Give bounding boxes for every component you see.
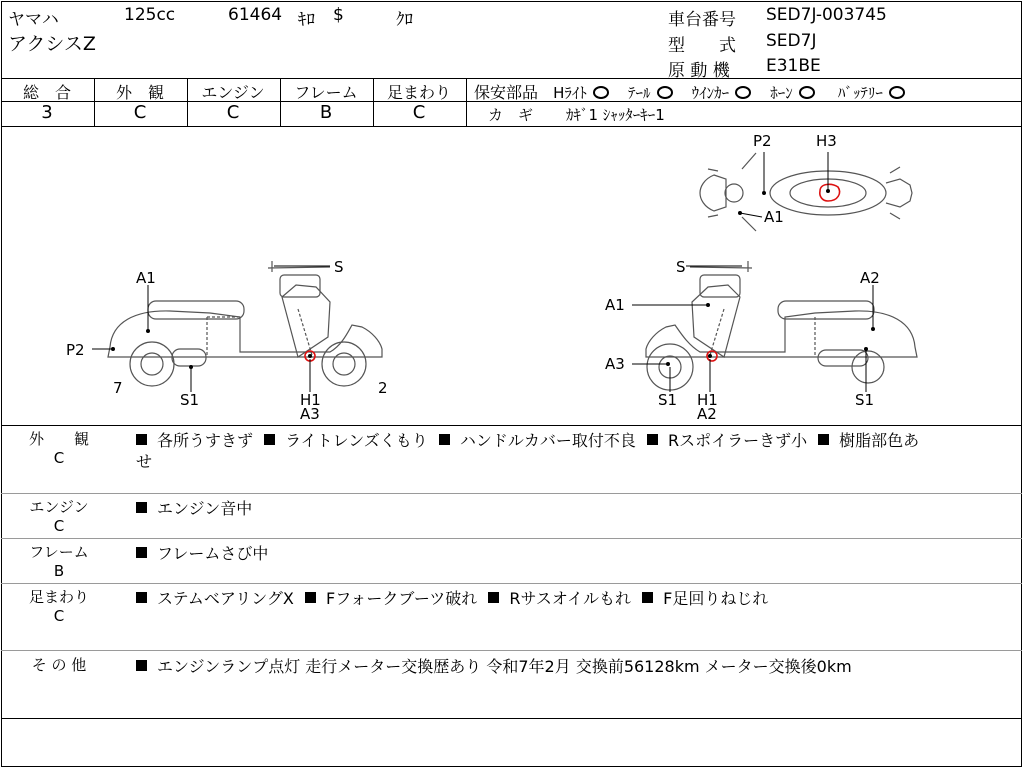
frame-number: SED7J-003745	[766, 5, 887, 25]
section-grade-exterior: C	[53, 449, 65, 467]
bullet-icon	[264, 434, 275, 445]
maker-name: ヤマハ	[8, 10, 59, 30]
diagram-label: S1	[855, 391, 875, 409]
diagram-label: H1	[300, 391, 321, 409]
bullet-icon	[136, 592, 147, 603]
safety-item-winker: ｳｲﾝｶｰ	[691, 84, 730, 102]
diagram-label: P2	[66, 341, 85, 359]
note-item: ステムベアリングX	[157, 589, 294, 608]
section-label-engine: エンジン	[29, 498, 89, 516]
note-item: エンジン音中	[157, 499, 253, 518]
note-item: ライトレンズくもり	[285, 431, 428, 450]
diagram-label: H3	[816, 132, 837, 150]
diagram-label: S1	[658, 391, 678, 409]
grade-label-engine: エンジン	[201, 83, 265, 102]
diagram-label: A1	[605, 296, 625, 314]
bullet-icon	[136, 434, 147, 445]
bullet-icon	[818, 434, 829, 445]
note-item: Rサスオイルもれ	[509, 589, 632, 608]
safety-item-battery: ﾊﾞｯﾃﾘｰ	[837, 84, 883, 102]
grade-label-exterior: 外 観	[115, 83, 164, 102]
ok-circle-icon	[593, 86, 609, 99]
bullet-icon	[136, 547, 147, 558]
safety-item-horn: ﾎｰﾝ	[770, 84, 793, 102]
diagram-label: A3	[605, 355, 625, 373]
bullet-icon	[647, 434, 658, 445]
diagram-label: A2	[697, 405, 717, 423]
diagram-label: S1	[180, 391, 200, 409]
grade-label-overall: 総 合	[22, 83, 71, 102]
ok-circle-icon	[735, 86, 751, 99]
mileage-unit: ｷﾛ	[298, 10, 315, 30]
grade-value-suspension: C	[412, 102, 426, 123]
section-notes-exterior	[136, 428, 919, 451]
section-notes-suspension	[136, 586, 768, 609]
key-label: カ ギ	[488, 106, 534, 124]
bullet-icon	[488, 592, 499, 603]
diagram-label: A1	[764, 208, 784, 226]
section-grade-engine: C	[53, 517, 65, 535]
damage-diagram	[0, 127, 1024, 425]
section-notes-other	[136, 654, 852, 677]
diagram-label: S	[676, 258, 686, 276]
engine-model-label: 原 動 機	[668, 61, 730, 81]
bullet-icon	[136, 502, 147, 513]
section-notes-engine	[136, 496, 252, 519]
mileage: 61464	[228, 5, 283, 25]
ok-circle-icon	[889, 86, 905, 99]
diagram-label: S	[334, 258, 344, 276]
section-divider	[1, 583, 1022, 584]
safety-item-taillight: ﾃｰﾙ	[627, 84, 651, 102]
section-divider	[1, 538, 1022, 539]
section-label-suspension: 足まわり	[28, 588, 89, 606]
bullet-icon	[439, 434, 450, 445]
diagram-label: 2	[378, 379, 388, 397]
section-divider	[1, 493, 1022, 494]
ok-circle-icon	[799, 86, 815, 99]
bullet-icon	[136, 660, 147, 671]
section-label-other: そ の 他	[31, 656, 87, 674]
remarks-top-line	[1, 425, 1022, 426]
model-name: アクシスZ	[8, 33, 96, 55]
diagram-label: 7	[113, 379, 123, 397]
ok-circle-icon	[657, 86, 673, 99]
grade-value-frame: B	[319, 102, 333, 123]
displacement: 125cc	[124, 5, 176, 25]
grade-value-overall: 3	[41, 102, 53, 123]
diagram-label: A1	[136, 269, 156, 287]
grade-value-engine: C	[226, 102, 240, 123]
note-item: エンジンランプ点灯 走行メーター交換歴あり 令和7年2月 交換前56128km メーター交換後0km	[157, 657, 852, 676]
note-item: Fフォークブーツ破れ	[325, 589, 478, 608]
safety-parts	[474, 80, 913, 103]
scooter-top-view	[700, 153, 912, 231]
color-name: ｸﾛ	[396, 10, 413, 30]
section-divider	[1, 650, 1022, 651]
diagram-label: P2	[753, 132, 772, 150]
bullet-icon	[642, 592, 653, 603]
diagram-label: H1	[697, 391, 718, 409]
grade-divider	[466, 78, 467, 126]
note-item: 樹脂部色あ	[839, 431, 920, 450]
dollar-sign: $	[333, 5, 344, 25]
note-item: 各所うすきず	[157, 431, 254, 450]
grade-label-frame: フレーム	[294, 83, 358, 102]
note-item: F足回りねじれ	[663, 589, 769, 608]
damage-marker-top	[820, 184, 840, 201]
grade-row-top-line	[1, 78, 1022, 79]
section-notes-frame	[136, 541, 268, 564]
note-item: Rスポイラーきず小	[667, 431, 808, 450]
remarks-bottom-line	[1, 718, 1022, 719]
note-item: フレームさび中	[157, 544, 269, 563]
type-label: 型 式	[668, 36, 736, 56]
frame-number-label: 車台番号	[668, 10, 736, 30]
key-value: ｶｷﾞ1 ｼｬｯﾀｰｷｰ1	[566, 106, 665, 124]
grade-value-exterior: C	[133, 102, 147, 123]
note-wrap: せ	[136, 452, 153, 471]
safety-parts-label: 保安部品	[474, 83, 539, 102]
grade-label-suspension: 足まわり	[386, 83, 451, 102]
diagram-label: A3	[300, 405, 320, 423]
section-grade-frame: B	[53, 562, 65, 580]
note-item: ハンドルカバー取付不良	[459, 431, 636, 450]
section-label-frame: フレーム	[29, 543, 89, 561]
engine-model-value: E31BE	[766, 56, 821, 76]
section-grade-suspension: C	[53, 607, 65, 625]
diagram-label: A2	[860, 269, 880, 287]
bullet-icon	[305, 592, 316, 603]
safety-item-headlight: Hﾗｲﾄ	[553, 84, 587, 102]
type-value: SED7J	[766, 31, 817, 51]
section-label-exterior: 外 観	[28, 430, 89, 448]
